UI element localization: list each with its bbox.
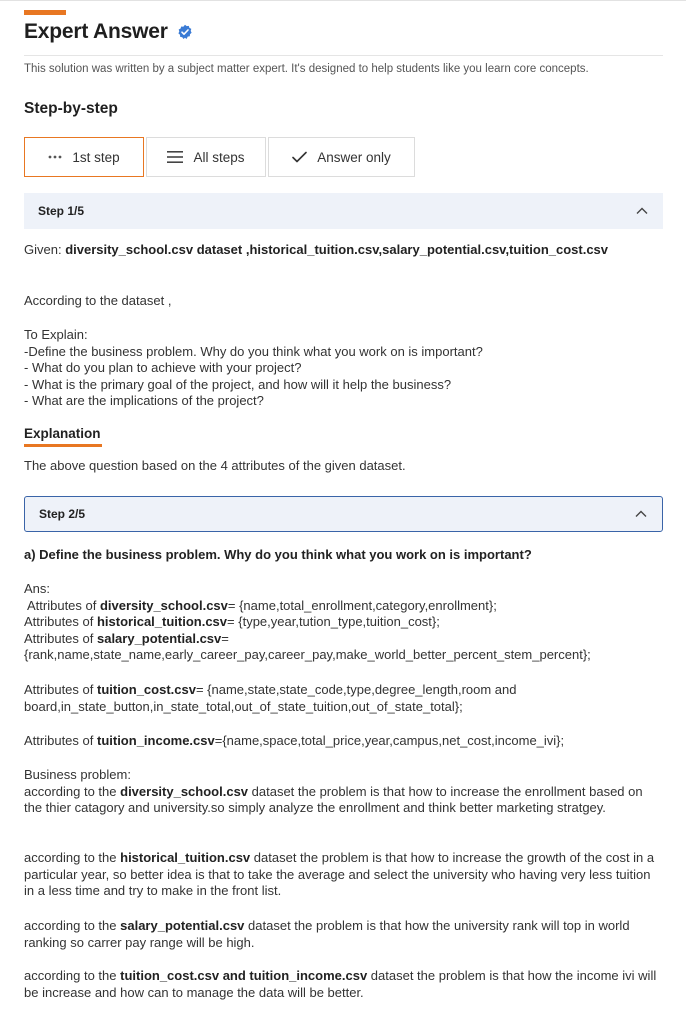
question-text: a) Define the business problem. Why do you think what you work on is important?: [24, 547, 532, 562]
attr-prefix: Attributes of: [24, 614, 97, 629]
attr-line-3: [24, 631, 664, 648]
given-label: Given:: [24, 242, 66, 257]
given-line: [24, 242, 664, 259]
title-row: [24, 20, 193, 44]
step-1-label: Step 1/5: [38, 204, 85, 218]
tab-label: All steps: [193, 149, 245, 165]
step-2-label: Step 2/5: [39, 507, 86, 521]
chevron-up-icon[interactable]: [634, 507, 648, 521]
accent-bar: [24, 10, 66, 15]
according-to: according to the: [24, 783, 121, 799]
attributes-block-2: [24, 682, 664, 715]
attr-line-2: [24, 614, 664, 631]
attr-value: =: [221, 630, 229, 646]
check-icon: [292, 151, 307, 163]
business-problem-1: [24, 767, 664, 817]
section-title: Step-by-step: [24, 100, 118, 117]
problem-file: diversity_school.csv: [120, 783, 249, 799]
attr-line-3-cont: {rank,name,state_name,early_career_pay,career_pay,make_world_better_percent_stem_percent};: [24, 647, 591, 662]
given-value: diversity_school.csv dataset ,historical_tuition.csv,salary_potential.csv,tuition_cost.csv: [65, 242, 609, 257]
tab-label: 1st step: [72, 149, 120, 165]
according-to: according to the: [24, 850, 121, 865]
problem-file: historical_tuition.csv: [120, 850, 251, 865]
attr-value: = {type,year,tution_type,tuition_cost};: [227, 614, 440, 629]
attr-prefix: Attributes of: [24, 733, 97, 748]
attr-file: diversity_school.csv: [99, 597, 228, 613]
attr-prefix: Attributes of: [27, 597, 100, 613]
problem-text: dataset the problem is that how to increase the growth of the cost in a particular year, so better idea is that to take the average and select the university who having very less tuition in a less time and try to make in the front list.: [24, 850, 655, 898]
explanation-text: The above question based on the 4 attributes of the given dataset.: [24, 458, 406, 473]
tab-label: Answer only: [317, 149, 391, 165]
according-text: According to the dataset ,: [24, 293, 172, 308]
step-1-header[interactable]: [24, 193, 663, 229]
top-border: [0, 0, 686, 1]
attr-file: salary_potential.csv: [96, 630, 222, 646]
to-explain-block: [24, 327, 664, 410]
tab-answer-only[interactable]: [268, 137, 415, 177]
dots-icon: [48, 155, 62, 159]
step-2-question: [24, 547, 664, 564]
tab-1st-step[interactable]: [24, 137, 144, 177]
business-problem-3: [24, 918, 664, 951]
problem-paragraph: [24, 784, 664, 817]
attributes-block: [24, 581, 664, 664]
business-problem-2: [24, 850, 664, 900]
tab-all-steps[interactable]: [146, 137, 266, 177]
step-tabs: [24, 137, 417, 177]
explanation-heading: Explanation: [24, 426, 101, 441]
subtitle: This solution was written by a subject matter expert. It's designed to help students like you learn core concepts.: [24, 63, 589, 75]
business-problem-4: [24, 968, 664, 1001]
ans-label: Ans:: [24, 581, 51, 596]
question-2: - What do you plan to achieve with your project?: [24, 360, 302, 375]
attr-file: tuition_cost.csv: [96, 682, 196, 697]
attr-line-1: [24, 598, 664, 615]
question-4: - What are the implications of the project?: [24, 393, 264, 408]
attr-line-4: [24, 682, 664, 699]
explanation-underline: [24, 444, 102, 447]
attr-prefix: Attributes of: [24, 682, 97, 697]
question-1: -Define the business problem. Why do you think what you work on is important?: [24, 343, 483, 359]
attr-file: tuition_income.csv: [96, 733, 215, 748]
problem-file: tuition_cost.csv and tuition_income.csv: [120, 968, 368, 983]
attr-value: ={name,space,total_price,year,campus,net_cost,income_ivi};: [214, 733, 565, 748]
list-icon: [167, 151, 183, 163]
attr-line-5: [24, 733, 664, 750]
verified-badge-icon: [177, 24, 193, 40]
according-to: according to the: [24, 918, 121, 933]
problem-text: dataset the problem is that how the university rank will top in world ranking so carrer pay range will be high.: [24, 918, 630, 950]
attr-line-4-cont: board,in_state_button,in_state_total,out_of_state_tuition,out_of_state_total};: [24, 698, 463, 714]
page-title: Expert Answer: [24, 20, 168, 43]
attr-file: historical_tuition.csv: [96, 614, 228, 629]
business-problem-label: Business problem:: [24, 767, 131, 782]
attr-value: = {name,total_enrollment,category,enrollment};: [227, 597, 497, 613]
problem-file: salary_potential.csv: [120, 918, 245, 933]
header-divider: [24, 55, 663, 56]
problem-text: dataset the problem is that how to increase the enrollment based on the thier catagory and university.so simply analyze the enrollment and think better marketing stratgey.: [24, 783, 643, 815]
to-explain-label: To Explain:: [24, 327, 88, 342]
according-to: according to the: [24, 968, 121, 983]
question-3: - What is the primary goal of the project, and how will it help the business?: [24, 376, 452, 392]
problem-text: dataset the problem is that how the income ivi will be increase and how can to manage the data will be better.: [24, 968, 657, 1000]
attr-prefix: Attributes of: [24, 630, 97, 646]
step-2-header[interactable]: [24, 496, 663, 532]
chevron-up-icon[interactable]: [635, 204, 649, 218]
attr-value: = {name,state,state_code,type,degree_length,room and: [195, 682, 517, 697]
